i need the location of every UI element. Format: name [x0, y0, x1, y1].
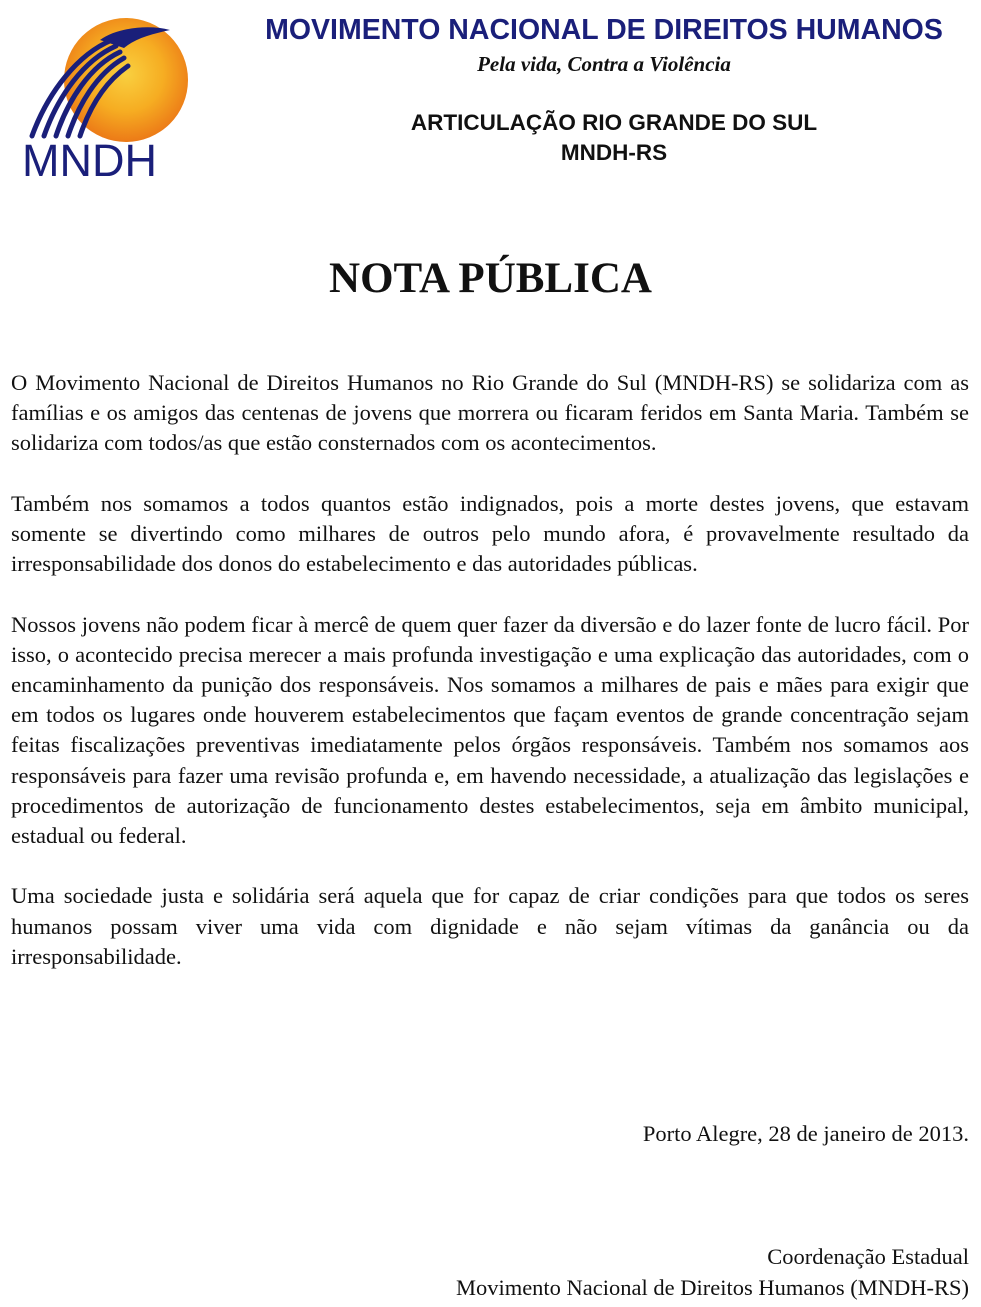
paragraph-4: Uma sociedade justa e solidária será aquela que for capaz de criar condições para que todos os seres humanos possam viver uma vida com dignidade e não sejam vítimas da ganância ou da irresponsabilidade. — [11, 883, 969, 969]
organization-name: MOVIMENTO NACIONAL DE DIREITOS HUMANOS — [265, 14, 943, 46]
paragraph-1: O Movimento Nacional de Direitos Humanos no Rio Grande do Sul (MNDH-RS) se solidariza com as famílias e os amigos das centenas de jovens que morrera ou ficaram feridos em Santa Maria. Também se solidariza com todos/as que estão consternados com os acontecimentos. — [11, 370, 969, 456]
subheader — [250, 108, 978, 168]
subheader-line2: MNDH-RS — [560, 140, 668, 165]
signature — [456, 1241, 969, 1303]
paragraph-2: Também nos somamos a todos quantos estão indignados, pois a morte destes jovens, que estavam somente se divertindo como milhares de outros pelo mundo afora, é provavelmente resultado da irresponsabilidade dos donos do estabelecimento e das autoridades públicas. — [11, 490, 969, 577]
mndh-logo — [20, 14, 192, 186]
logo-text: MNDH — [22, 135, 157, 186]
place-date: Porto Alegre, 28 de janeiro de 2013. — [642, 1121, 969, 1146]
paragraph-3: Nossos jovens não podem ficar à mercê de quem quer fazer da diversão e do lazer fonte de lucro fácil. Por isso, o acontecido precisa merecer a mais profunda investigação e uma explicação das autoridades, com o encaminhamento da punição dos responsáveis. Nos somamos a milhares de pais e mães para exigir que em todos os lugares onde houverem estabelecimentos que façam eventos de grande concentração sejam feitas fiscalizações preventivas imediatamente pelos órgãos responsáveis. Também nos somamos aos responsáveis para fazer uma revisão profunda e, em havendo necessidade, a atualização das legislações e procedimentos de autorização de funcionamento destes estabelecimentos, seja em âmbito municipal, estadual ou federal. — [11, 611, 969, 849]
signature-line2: Movimento Nacional de Direitos Humanos (MNDH-RS) — [455, 1275, 969, 1300]
document-title: NOTA PÚBLICA — [329, 255, 652, 302]
subheader-line1: ARTICULAÇÃO RIO GRANDE DO SUL — [410, 110, 818, 135]
body-text — [11, 368, 969, 1002]
signature-line1: Coordenação Estadual — [767, 1244, 969, 1269]
slogan: Pela vida, Contra a Violência — [477, 52, 731, 76]
